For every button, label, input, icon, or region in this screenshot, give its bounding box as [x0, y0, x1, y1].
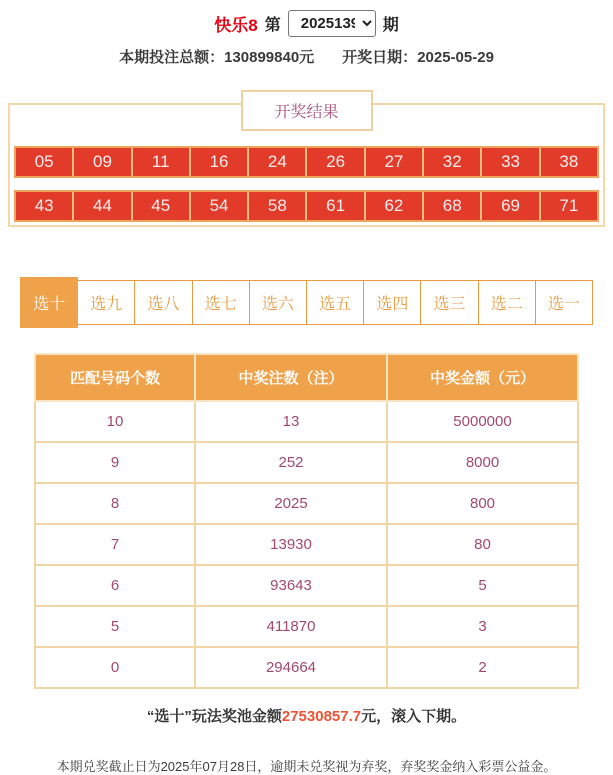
pool-summary — [0, 705, 613, 726]
pool-prefix: “选十”玩法奖池金额 — [146, 708, 282, 725]
pool-amount: 27530857.7 — [281, 708, 362, 725]
winning-number: 26 — [307, 148, 363, 176]
winning-number: 58 — [249, 192, 305, 220]
tab-select-1[interactable]: 选一 — [535, 280, 593, 325]
prize-amount-cell: 5 — [387, 565, 578, 606]
issue-select[interactable] — [288, 10, 376, 37]
match-count-cell: 8 — [35, 483, 195, 524]
table-row — [35, 401, 578, 442]
tab-select-4[interactable]: 选四 — [363, 280, 421, 325]
page-header — [0, 0, 613, 67]
winning-number: 68 — [424, 192, 480, 220]
issue-prefix-label: 第 — [264, 17, 281, 34]
winning-number: 62 — [366, 192, 422, 220]
col-header-match-count: 匹配号码个数 — [35, 354, 195, 401]
winning-number: 44 — [74, 192, 130, 220]
prize-table — [34, 353, 579, 689]
issue-suffix-label: 期 — [382, 17, 399, 34]
table-row — [35, 442, 578, 483]
issue-meta-line — [0, 46, 613, 67]
winner-count-cell: 411870 — [195, 606, 387, 647]
match-count-cell: 10 — [35, 401, 195, 442]
prize-amount-cell: 5000000 — [387, 401, 578, 442]
match-count-cell: 9 — [35, 442, 195, 483]
prize-amount-cell: 2 — [387, 647, 578, 688]
tab-select-3[interactable]: 选三 — [420, 280, 478, 325]
tab-select-9[interactable]: 选九 — [77, 280, 135, 325]
winning-number: 11 — [133, 148, 189, 176]
winning-number: 33 — [482, 148, 538, 176]
winning-numbers-row-2 — [14, 190, 599, 222]
col-header-prize-amount: 中奖金额（元） — [387, 354, 578, 401]
winner-count-cell: 2025 — [195, 483, 387, 524]
tab-select-2[interactable]: 选二 — [478, 280, 536, 325]
prize-amount-cell: 80 — [387, 524, 578, 565]
tab-select-7[interactable]: 选七 — [192, 280, 250, 325]
prize-table-header-row — [35, 354, 578, 401]
tab-select-10[interactable]: 选十 — [20, 277, 78, 328]
total-bets-value: 130899840元 — [224, 49, 315, 66]
winning-number: 54 — [191, 192, 247, 220]
game-name: 快乐8 — [214, 16, 258, 35]
winner-count-cell: 13930 — [195, 524, 387, 565]
total-bets-label: 本期投注总额： — [119, 49, 225, 66]
table-row — [35, 565, 578, 606]
winning-number: 09 — [74, 148, 130, 176]
winning-number: 45 — [133, 192, 189, 220]
winning-number: 69 — [482, 192, 538, 220]
total-bets — [119, 46, 314, 67]
winning-number: 71 — [541, 192, 597, 220]
winner-count-cell: 252 — [195, 442, 387, 483]
draw-results-panel — [8, 103, 605, 227]
redeem-deadline-note: 本期兑奖截止日为2025年07月28日，逾期未兑奖视为弃奖，弃奖奖金纳入彩票公益金。 — [56, 759, 557, 774]
table-row — [35, 647, 578, 688]
winning-number: 27 — [366, 148, 422, 176]
winner-count-cell: 13 — [195, 401, 387, 442]
issue-title-line — [0, 10, 613, 37]
winner-count-cell: 294664 — [195, 647, 387, 688]
winning-number: 24 — [249, 148, 305, 176]
prize-amount-cell: 3 — [387, 606, 578, 647]
draw-date — [342, 46, 494, 67]
winner-count-cell: 93643 — [195, 565, 387, 606]
table-row — [35, 606, 578, 647]
winning-number: 38 — [541, 148, 597, 176]
pool-suffix: 元，滚入下期。 — [361, 708, 467, 725]
winning-number: 16 — [191, 148, 247, 176]
col-header-winner-count: 中奖注数（注） — [195, 354, 387, 401]
prize-amount-cell: 800 — [387, 483, 578, 524]
tab-select-5[interactable]: 选五 — [306, 280, 364, 325]
winning-number: 43 — [16, 192, 72, 220]
winning-numbers-row-1 — [14, 146, 599, 178]
winning-number: 32 — [424, 148, 480, 176]
play-type-tabs — [20, 279, 593, 325]
tab-select-8[interactable]: 选八 — [134, 280, 192, 325]
prize-amount-cell: 8000 — [387, 442, 578, 483]
match-count-cell: 0 — [35, 647, 195, 688]
match-count-cell: 6 — [35, 565, 195, 606]
draw-results-title: 开奖结果 — [240, 90, 372, 131]
table-row — [35, 483, 578, 524]
winning-number: 61 — [307, 192, 363, 220]
tab-select-6[interactable]: 选六 — [249, 280, 307, 325]
match-count-cell: 5 — [35, 606, 195, 647]
draw-date-value: 2025-05-29 — [417, 49, 494, 66]
winning-number: 05 — [16, 148, 72, 176]
match-count-cell: 7 — [35, 524, 195, 565]
draw-date-label: 开奖日期： — [342, 49, 418, 66]
table-row — [35, 524, 578, 565]
